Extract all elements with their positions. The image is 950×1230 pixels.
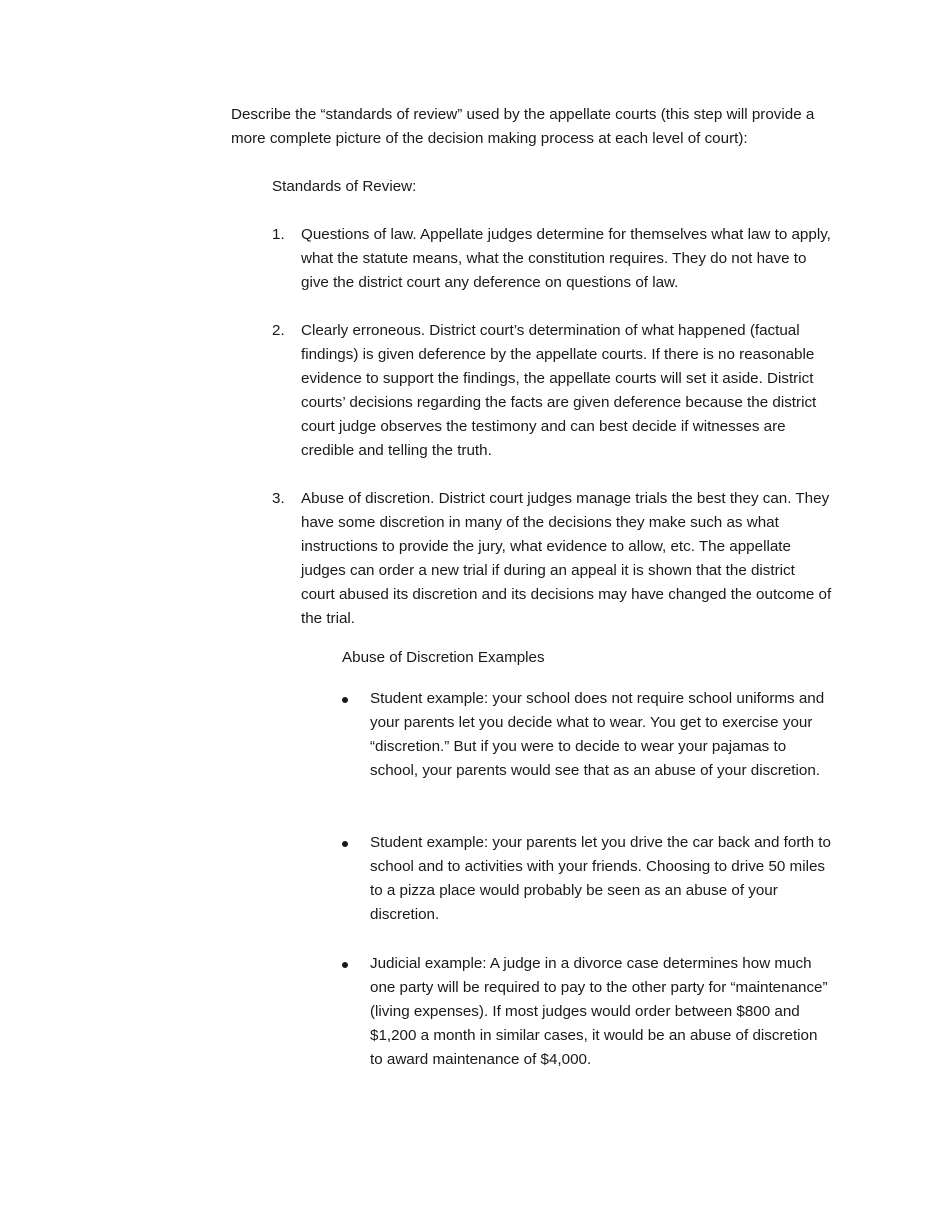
example-item-driving [342, 831, 832, 927]
standard-item-abuse-of-discretion [272, 487, 832, 631]
standard-text: Questions of law. Appellate judges determine for themselves what law to apply, what the statute means, what the constitution requires. They do not have to give the district court any deference on questions of law. [301, 226, 831, 291]
example-text: Student example: your parents let you drive the car back and forth to school and to activities with your friends. Choosing to drive 50 miles to a pizza place would probably be seen as an abuse of your discretion. [370, 834, 831, 923]
example-item-divorce-maintenance [342, 952, 832, 1072]
example-text: Student example: your school does not require school uniforms and your parents let you decide what to wear. You get to exercise your “discretion.” But if you were to decide to wear your pajamas to school, your parents would see that as an abuse of your discretion. [370, 690, 825, 779]
standard-text: Clearly erroneous. District court’s determination of what happened (factual findings) is given deference by the appellate courts. If there is no reasonable evidence to support the findings, the appellate courts will set it aside. District courts’ decisions regarding the facts are given deference because the district court judge observes the testimony and can best decide if witnesses are credible and telling the truth. [301, 322, 817, 459]
example-text: Judicial example: A judge in a divorce case determines how much one party will be required to pay to the other party for “maintenance” (living expenses). If most judges would order between $800 and $1,200 a month in similar cases, it would be an abuse of discretion to award maintenance of $4,000. [370, 955, 828, 1068]
intro-paragraph: Describe the “standards of review” used by the appellate courts (this step will provide a more complete picture of the decision making process at each level of court): [231, 106, 815, 147]
standard-item-clearly-erroneous [272, 319, 832, 463]
bullet-icon [342, 841, 348, 847]
list-number: 2. [272, 322, 285, 339]
bullet-icon [342, 962, 348, 968]
example-item-school-uniforms [342, 687, 832, 783]
list-number: 1. [272, 226, 285, 243]
standard-text: Abuse of discretion. District court judges manage trials the best they can. They have some discretion in many of the decisions they make such as what instructions to provide the jury, what evidence to allow, etc. The appellate judges can order a new trial if during an appeal it is shown that the district court abused its discretion and its decisions may have changed the outcome of the trial. [301, 490, 832, 627]
standard-item-questions-of-law [272, 223, 832, 295]
abuse-of-discretion-examples-heading: Abuse of Discretion Examples [342, 649, 545, 666]
bullet-icon [342, 697, 348, 703]
standards-of-review-heading: Standards of Review: [272, 178, 417, 195]
list-number: 3. [272, 490, 285, 507]
